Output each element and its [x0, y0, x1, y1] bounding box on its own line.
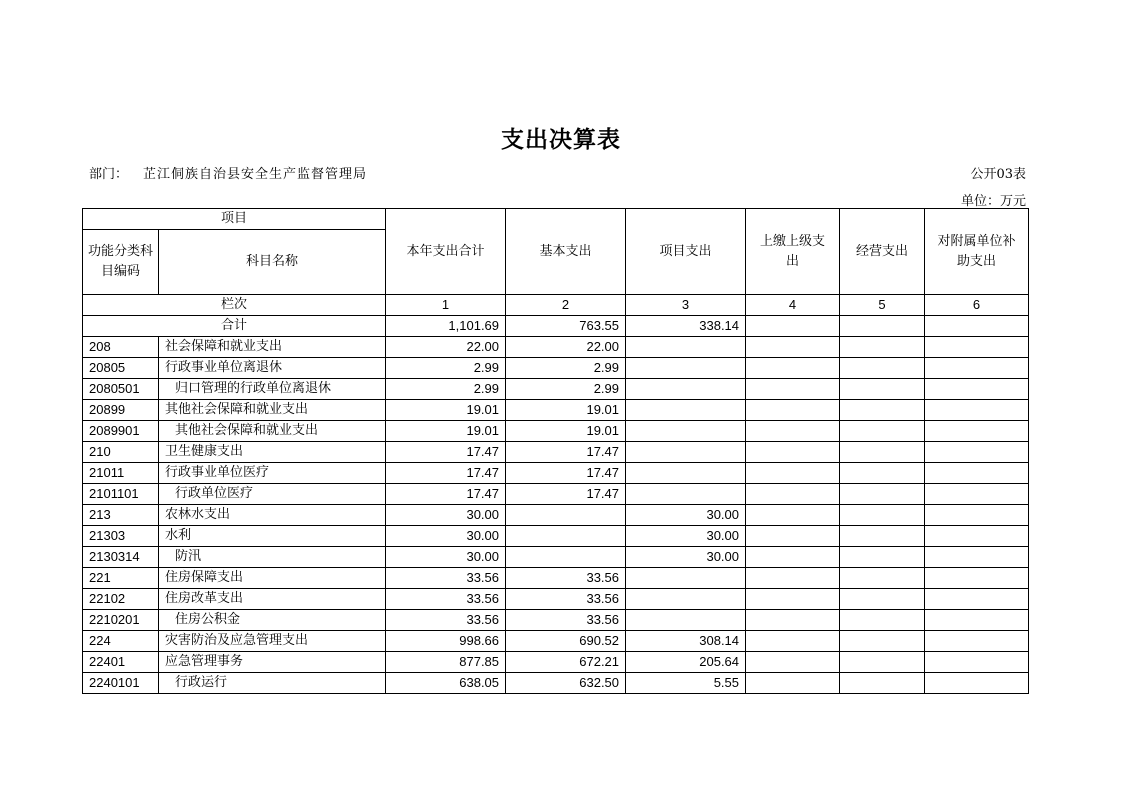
header-project-expense: 项目支出 [626, 209, 746, 295]
row-upper [746, 652, 840, 673]
row-basic: 17.47 [506, 484, 626, 505]
row-total: 17.47 [386, 484, 506, 505]
row-total: 877.85 [386, 652, 506, 673]
row-upper [746, 379, 840, 400]
department-label: 部门： [89, 167, 129, 182]
row-subject-name: 社会保障和就业支出 [159, 337, 386, 358]
row-subsidy [925, 400, 1029, 421]
row-total: 30.00 [386, 547, 506, 568]
row-upper [746, 631, 840, 652]
table-row [83, 358, 1029, 379]
row-basic: 33.56 [506, 610, 626, 631]
col-number: 1 [386, 295, 506, 316]
row-business [840, 358, 925, 379]
row-upper [746, 547, 840, 568]
row-business [840, 442, 925, 463]
row-project: 30.00 [626, 547, 746, 568]
totals-business [840, 316, 925, 337]
page-title: 支出决算表 [501, 127, 621, 153]
row-total: 33.56 [386, 568, 506, 589]
row-subsidy [925, 526, 1029, 547]
row-subject-name: 住房改革支出 [159, 589, 386, 610]
row-subsidy [925, 421, 1029, 442]
table-row [83, 673, 1029, 694]
row-upper [746, 568, 840, 589]
table-row [83, 610, 1029, 631]
row-upper [746, 505, 840, 526]
header-business: 经营支出 [840, 209, 925, 295]
row-business [840, 589, 925, 610]
row-upper [746, 610, 840, 631]
header-project: 项目 [83, 209, 386, 230]
header-total: 本年支出合计 [386, 209, 506, 295]
row-business [840, 673, 925, 694]
row-project: 308.14 [626, 631, 746, 652]
totals-upper [746, 316, 840, 337]
row-code: 20899 [83, 400, 159, 421]
row-code: 22401 [83, 652, 159, 673]
row-basic: 19.01 [506, 400, 626, 421]
row-upper [746, 337, 840, 358]
table-row [83, 442, 1029, 463]
row-business [840, 631, 925, 652]
header-basic: 基本支出 [506, 209, 626, 295]
form-number: 公开03表 [970, 167, 1026, 182]
row-project: 30.00 [626, 505, 746, 526]
header-row-1 [83, 209, 1029, 230]
row-code: 2101101 [83, 484, 159, 505]
table-row [83, 484, 1029, 505]
row-project [626, 358, 746, 379]
department-name: 芷江侗族自治县安全生产监督管理局 [143, 167, 368, 182]
table-row [83, 505, 1029, 526]
row-code: 2210201 [83, 610, 159, 631]
row-subject-name: 归口管理的行政单位离退休 [159, 379, 386, 400]
row-subject-name: 住房公积金 [159, 610, 386, 631]
row-project [626, 421, 746, 442]
row-code: 224 [83, 631, 159, 652]
row-basic: 17.47 [506, 463, 626, 484]
row-subject-name: 其他社会保障和就业支出 [159, 400, 386, 421]
col-number: 5 [840, 295, 925, 316]
row-subject-name: 住房保障支出 [159, 568, 386, 589]
row-upper [746, 442, 840, 463]
row-project [626, 400, 746, 421]
table-row [83, 421, 1029, 442]
row-project: 205.64 [626, 652, 746, 673]
totals-label: 合计 [83, 316, 386, 337]
table-row [83, 631, 1029, 652]
row-code: 2130314 [83, 547, 159, 568]
row-total: 17.47 [386, 463, 506, 484]
header-subsidy: 对附属单位补助支出 [925, 209, 1029, 295]
row-project [626, 463, 746, 484]
table-row [83, 379, 1029, 400]
row-business [840, 400, 925, 421]
row-total: 2.99 [386, 379, 506, 400]
row-subject-name: 其他社会保障和就业支出 [159, 421, 386, 442]
row-basic: 672.21 [506, 652, 626, 673]
row-business [840, 547, 925, 568]
row-subsidy [925, 568, 1029, 589]
table-row [83, 463, 1029, 484]
row-subject-name: 行政运行 [159, 673, 386, 694]
table-row [83, 400, 1029, 421]
row-code: 2089901 [83, 421, 159, 442]
row-total: 19.01 [386, 400, 506, 421]
table-row [83, 547, 1029, 568]
row-basic: 33.56 [506, 568, 626, 589]
unit-label: 单位：万元 [960, 194, 1026, 209]
header-func-code: 功能分类科目编码 [83, 230, 159, 295]
row-total: 2.99 [386, 358, 506, 379]
row-upper [746, 400, 840, 421]
row-basic [506, 547, 626, 568]
row-business [840, 526, 925, 547]
totals-total: 1,101.69 [386, 316, 506, 337]
row-subsidy [925, 589, 1029, 610]
row-business [840, 568, 925, 589]
row-basic: 2.99 [506, 358, 626, 379]
row-project [626, 484, 746, 505]
row-basic [506, 505, 626, 526]
row-total: 33.56 [386, 610, 506, 631]
row-upper [746, 463, 840, 484]
totals-row [83, 316, 1029, 337]
row-subject-name: 行政事业单位医疗 [159, 463, 386, 484]
totals-subsidy [925, 316, 1029, 337]
row-project [626, 442, 746, 463]
row-business [840, 652, 925, 673]
row-subsidy [925, 337, 1029, 358]
totals-basic: 763.55 [506, 316, 626, 337]
row-subsidy [925, 652, 1029, 673]
row-no-label: 栏次 [83, 295, 386, 316]
row-total: 17.47 [386, 442, 506, 463]
row-upper [746, 526, 840, 547]
col-number: 6 [925, 295, 1029, 316]
row-subsidy [925, 610, 1029, 631]
row-total: 998.66 [386, 631, 506, 652]
table-row [83, 526, 1029, 547]
row-business [840, 379, 925, 400]
expenditure-table [82, 208, 1029, 694]
row-upper [746, 358, 840, 379]
row-basic: 19.01 [506, 421, 626, 442]
row-project [626, 337, 746, 358]
row-subject-name: 应急管理事务 [159, 652, 386, 673]
table-row [83, 568, 1029, 589]
row-basic: 690.52 [506, 631, 626, 652]
row-business [840, 505, 925, 526]
table-row [83, 652, 1029, 673]
column-number-row [83, 295, 1029, 316]
header-subject-name: 科目名称 [159, 230, 386, 295]
row-code: 2080501 [83, 379, 159, 400]
row-project: 30.00 [626, 526, 746, 547]
row-code: 210 [83, 442, 159, 463]
row-basic [506, 526, 626, 547]
row-total: 22.00 [386, 337, 506, 358]
row-code: 213 [83, 505, 159, 526]
row-code: 2240101 [83, 673, 159, 694]
row-subject-name: 卫生健康支出 [159, 442, 386, 463]
row-upper [746, 421, 840, 442]
row-subsidy [925, 358, 1029, 379]
table-row [83, 589, 1029, 610]
row-subsidy [925, 463, 1029, 484]
row-basic: 17.47 [506, 442, 626, 463]
row-project [626, 589, 746, 610]
row-total: 19.01 [386, 421, 506, 442]
row-subject-name: 灾害防治及应急管理支出 [159, 631, 386, 652]
row-basic: 632.50 [506, 673, 626, 694]
row-business [840, 337, 925, 358]
row-subsidy [925, 631, 1029, 652]
row-upper [746, 589, 840, 610]
row-subject-name: 防汛 [159, 547, 386, 568]
row-code: 20805 [83, 358, 159, 379]
row-project [626, 568, 746, 589]
row-total: 638.05 [386, 673, 506, 694]
row-upper [746, 673, 840, 694]
row-business [840, 421, 925, 442]
row-project [626, 379, 746, 400]
row-business [840, 463, 925, 484]
row-subject-name: 水利 [159, 526, 386, 547]
totals-project: 338.14 [626, 316, 746, 337]
row-subsidy [925, 379, 1029, 400]
row-subsidy [925, 547, 1029, 568]
row-basic: 2.99 [506, 379, 626, 400]
row-basic: 33.56 [506, 589, 626, 610]
header-upper: 上缴上级支出 [746, 209, 840, 295]
row-subject-name: 行政单位医疗 [159, 484, 386, 505]
row-subsidy [925, 673, 1029, 694]
row-code: 21011 [83, 463, 159, 484]
col-number: 2 [506, 295, 626, 316]
col-number: 3 [626, 295, 746, 316]
table-row [83, 337, 1029, 358]
row-upper [746, 484, 840, 505]
row-total: 33.56 [386, 589, 506, 610]
row-subsidy [925, 484, 1029, 505]
row-code: 208 [83, 337, 159, 358]
row-business [840, 610, 925, 631]
row-total: 30.00 [386, 505, 506, 526]
row-project [626, 610, 746, 631]
row-subject-name: 行政事业单位离退休 [159, 358, 386, 379]
row-code: 22102 [83, 589, 159, 610]
row-subsidy [925, 442, 1029, 463]
row-business [840, 484, 925, 505]
col-number: 4 [746, 295, 840, 316]
row-basic: 22.00 [506, 337, 626, 358]
row-code: 21303 [83, 526, 159, 547]
row-project: 5.55 [626, 673, 746, 694]
row-subject-name: 农林水支出 [159, 505, 386, 526]
row-total: 30.00 [386, 526, 506, 547]
row-subsidy [925, 505, 1029, 526]
row-code: 221 [83, 568, 159, 589]
